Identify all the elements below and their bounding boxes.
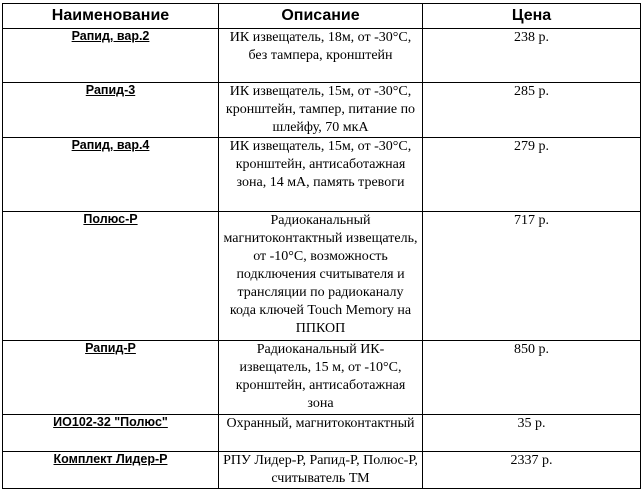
table-row xyxy=(3,83,641,138)
product-description: РПУ Лидер-Р, Рапид-Р, Полюс-Р, считыватель ТМ xyxy=(219,452,423,489)
product-name[interactable]: ИО102-32 "Полюс" xyxy=(3,415,219,452)
product-description: ИК извещатель, 15м, от -30°С, кронштейн, тампер, питание по шлейфу, 70 мкА xyxy=(219,83,423,138)
product-price: 850 р. xyxy=(423,341,641,415)
table-row xyxy=(3,138,641,212)
header-price: Цена xyxy=(423,4,641,29)
table-row xyxy=(3,415,641,452)
product-name[interactable]: Комплект Лидер-Р xyxy=(3,452,219,489)
product-name[interactable]: Рапид, вар.4 xyxy=(3,138,219,212)
product-name[interactable]: Рапид, вар.2 xyxy=(3,29,219,83)
product-name[interactable]: Полюс-Р xyxy=(3,212,219,341)
header-name: Наименование xyxy=(3,4,219,29)
product-price: 717 р. xyxy=(423,212,641,341)
table-row xyxy=(3,452,641,489)
table-row xyxy=(3,29,641,83)
product-description: ИК извещатель, 18м, от -30°С, без тампера, кронштейн xyxy=(219,29,423,83)
product-description: Охранный, магнитоконтактный xyxy=(219,415,423,452)
product-price: 2337 р. xyxy=(423,452,641,489)
header-row xyxy=(3,4,641,29)
product-description: ИК извещатель, 15м, от -30°С, кронштейн, антисаботажная зона, 14 мА, память тревоги xyxy=(219,138,423,212)
table-row xyxy=(3,212,641,341)
product-price: 35 р. xyxy=(423,415,641,452)
product-price: 238 р. xyxy=(423,29,641,83)
product-description: Радиоканальный ИК-извещатель, 15 м, от -10°С, кронштейн, антисаботажная зона xyxy=(219,341,423,415)
product-name[interactable]: Рапид-3 xyxy=(3,83,219,138)
header-description: Описание xyxy=(219,4,423,29)
product-description: Радиоканальный магнитоконтактный извещатель, от -10°С, возможность подключения считывателя и трансляции по радиоканалу кода ключей Touch Memory на ППКОП xyxy=(219,212,423,341)
product-name[interactable]: Рапид-Р xyxy=(3,341,219,415)
product-price: 279 р. xyxy=(423,138,641,212)
price-table xyxy=(2,3,641,489)
product-price: 285 р. xyxy=(423,83,641,138)
table-row xyxy=(3,341,641,415)
